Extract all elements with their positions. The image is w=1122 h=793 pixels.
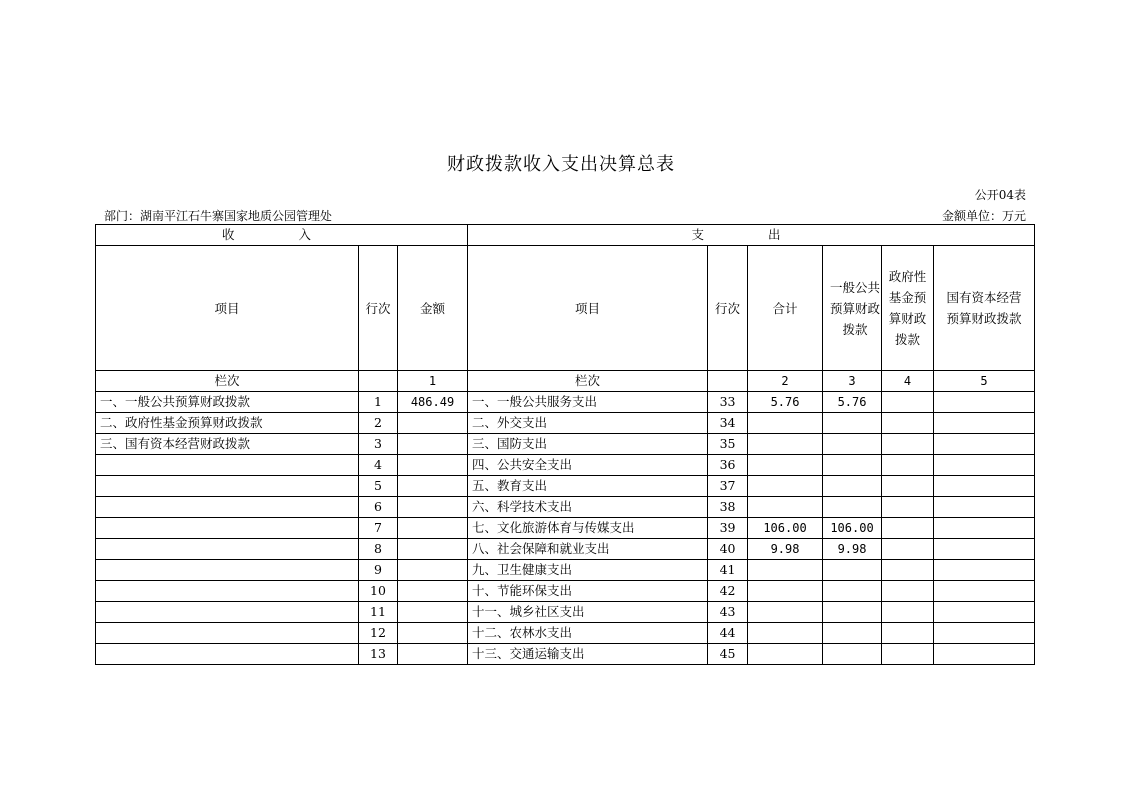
page-title: 财政拨款收入支出决算总表 bbox=[447, 154, 675, 175]
total-index: 2 bbox=[748, 371, 823, 392]
form-number: 公开04表 bbox=[974, 188, 1026, 202]
income-row-cell: 8 bbox=[359, 539, 398, 560]
gov-fund-cell bbox=[882, 434, 934, 455]
total-cell bbox=[748, 413, 823, 434]
table-row bbox=[96, 413, 1035, 434]
expense-row-cell: 37 bbox=[708, 476, 748, 497]
income-amount-cell bbox=[398, 644, 468, 665]
income-index-label: 栏次 bbox=[96, 371, 359, 392]
section-header-row bbox=[96, 225, 1035, 246]
general-cell bbox=[823, 497, 882, 518]
gov-fund-cell bbox=[882, 497, 934, 518]
income-item-cell: 三、国有资本经营财政拨款 bbox=[96, 434, 359, 455]
table-row bbox=[96, 434, 1035, 455]
income-item-cell bbox=[96, 497, 359, 518]
expense-item-cell: 五、教育支出 bbox=[468, 476, 708, 497]
income-amount-cell bbox=[398, 560, 468, 581]
income-amount-cell bbox=[398, 539, 468, 560]
income-item-header: 项目 bbox=[96, 246, 359, 371]
general-cell: 9.98 bbox=[823, 539, 882, 560]
income-amount-cell bbox=[398, 497, 468, 518]
income-item-cell bbox=[96, 602, 359, 623]
total-header: 合计 bbox=[748, 246, 823, 371]
income-item-cell bbox=[96, 455, 359, 476]
state-capital-cell bbox=[934, 602, 1035, 623]
income-row-cell: 6 bbox=[359, 497, 398, 518]
income-amount-cell bbox=[398, 434, 468, 455]
expense-row-header: 行次 bbox=[708, 246, 748, 371]
income-item-cell bbox=[96, 518, 359, 539]
state-capital-cell bbox=[934, 497, 1035, 518]
expense-item-cell: 十一、城乡社区支出 bbox=[468, 602, 708, 623]
state-capital-cell bbox=[934, 413, 1035, 434]
income-row-cell: 4 bbox=[359, 455, 398, 476]
general-index: 3 bbox=[823, 371, 882, 392]
department-label: 部门：湖南平江石牛寨国家地质公园管理处 bbox=[104, 209, 333, 223]
expense-item-header: 项目 bbox=[468, 246, 708, 371]
income-amount-index: 1 bbox=[398, 371, 468, 392]
income-amount-header: 金额 bbox=[398, 246, 468, 371]
table-row bbox=[96, 644, 1035, 665]
expense-row-cell: 39 bbox=[708, 518, 748, 539]
expense-row-cell: 33 bbox=[708, 392, 748, 413]
expense-item-cell: 十二、农林水支出 bbox=[468, 623, 708, 644]
unit-label: 金额单位：万元 bbox=[941, 209, 1026, 223]
general-cell bbox=[823, 644, 882, 665]
expense-item-cell: 六、科学技术支出 bbox=[468, 497, 708, 518]
total-cell bbox=[748, 497, 823, 518]
income-row-cell: 9 bbox=[359, 560, 398, 581]
state-capital-header: 国有资本经营预算财政拨款 bbox=[934, 246, 1035, 371]
gov-fund-cell bbox=[882, 560, 934, 581]
total-cell bbox=[748, 644, 823, 665]
income-item-cell bbox=[96, 539, 359, 560]
general-cell bbox=[823, 455, 882, 476]
income-row-cell: 7 bbox=[359, 518, 398, 539]
state-capital-cell bbox=[934, 560, 1035, 581]
general-cell: 106.00 bbox=[823, 518, 882, 539]
state-capital-cell bbox=[934, 392, 1035, 413]
gov-fund-cell bbox=[882, 602, 934, 623]
budget-table bbox=[95, 224, 1035, 665]
table-row bbox=[96, 392, 1035, 413]
expense-item-cell: 十三、交通运输支出 bbox=[468, 644, 708, 665]
income-row-cell: 1 bbox=[359, 392, 398, 413]
income-row-header: 行次 bbox=[359, 246, 398, 371]
general-cell bbox=[823, 413, 882, 434]
state-capital-cell bbox=[934, 455, 1035, 476]
gov-fund-index: 4 bbox=[882, 371, 934, 392]
gov-fund-cell bbox=[882, 539, 934, 560]
expense-row-cell: 43 bbox=[708, 602, 748, 623]
general-cell bbox=[823, 623, 882, 644]
expense-row-cell: 45 bbox=[708, 644, 748, 665]
state-capital-cell bbox=[934, 623, 1035, 644]
expense-row-cell: 42 bbox=[708, 581, 748, 602]
income-item-cell: 一、一般公共预算财政拨款 bbox=[96, 392, 359, 413]
income-amount-cell bbox=[398, 623, 468, 644]
column-index-row bbox=[96, 371, 1035, 392]
income-row-cell: 10 bbox=[359, 581, 398, 602]
total-cell: 9.98 bbox=[748, 539, 823, 560]
state-capital-cell bbox=[934, 476, 1035, 497]
income-amount-cell bbox=[398, 602, 468, 623]
income-section-header: 收 入 bbox=[96, 225, 468, 246]
total-cell: 106.00 bbox=[748, 518, 823, 539]
state-capital-cell bbox=[934, 644, 1035, 665]
expense-row-cell: 44 bbox=[708, 623, 748, 644]
expense-row-cell: 41 bbox=[708, 560, 748, 581]
table-row bbox=[96, 476, 1035, 497]
table-row bbox=[96, 497, 1035, 518]
table-row bbox=[96, 602, 1035, 623]
expense-row-cell: 35 bbox=[708, 434, 748, 455]
gov-fund-cell bbox=[882, 413, 934, 434]
gov-fund-cell bbox=[882, 644, 934, 665]
total-cell bbox=[748, 602, 823, 623]
expense-item-cell: 九、卫生健康支出 bbox=[468, 560, 708, 581]
total-cell bbox=[748, 623, 823, 644]
table-row bbox=[96, 455, 1035, 476]
income-item-cell bbox=[96, 644, 359, 665]
general-cell bbox=[823, 602, 882, 623]
income-item-cell bbox=[96, 476, 359, 497]
expense-item-cell: 七、文化旅游体育与传媒支出 bbox=[468, 518, 708, 539]
income-row-cell: 13 bbox=[359, 644, 398, 665]
income-amount-cell bbox=[398, 455, 468, 476]
gov-fund-cell bbox=[882, 518, 934, 539]
income-item-cell bbox=[96, 560, 359, 581]
expense-index-label: 栏次 bbox=[468, 371, 708, 392]
table-row bbox=[96, 560, 1035, 581]
expense-item-cell: 一、一般公共服务支出 bbox=[468, 392, 708, 413]
general-cell: 5.76 bbox=[823, 392, 882, 413]
expense-row-cell: 40 bbox=[708, 539, 748, 560]
general-budget-header: 一般公共预算财政拨款 bbox=[823, 246, 882, 371]
income-item-cell bbox=[96, 581, 359, 602]
expense-item-cell: 二、外交支出 bbox=[468, 413, 708, 434]
gov-fund-cell bbox=[882, 392, 934, 413]
total-cell bbox=[748, 560, 823, 581]
expense-item-cell: 三、国防支出 bbox=[468, 434, 708, 455]
table-row bbox=[96, 623, 1035, 644]
general-cell bbox=[823, 434, 882, 455]
general-cell bbox=[823, 581, 882, 602]
expense-row-cell: 34 bbox=[708, 413, 748, 434]
income-row-cell: 5 bbox=[359, 476, 398, 497]
state-capital-index: 5 bbox=[934, 371, 1035, 392]
income-amount-cell bbox=[398, 518, 468, 539]
gov-fund-cell bbox=[882, 623, 934, 644]
table-row bbox=[96, 539, 1035, 560]
income-row-cell: 12 bbox=[359, 623, 398, 644]
gov-fund-cell bbox=[882, 476, 934, 497]
income-row-cell: 2 bbox=[359, 413, 398, 434]
expense-item-cell: 十、节能环保支出 bbox=[468, 581, 708, 602]
expense-section-header: 支 出 bbox=[468, 225, 1035, 246]
state-capital-cell bbox=[934, 539, 1035, 560]
expense-row-cell: 38 bbox=[708, 497, 748, 518]
income-item-cell bbox=[96, 623, 359, 644]
gov-fund-cell bbox=[882, 581, 934, 602]
expense-item-cell: 四、公共安全支出 bbox=[468, 455, 708, 476]
gov-fund-header: 政府性基金预算财政拨款 bbox=[882, 246, 934, 371]
state-capital-cell bbox=[934, 581, 1035, 602]
general-cell bbox=[823, 560, 882, 581]
total-cell bbox=[748, 455, 823, 476]
total-cell bbox=[748, 434, 823, 455]
expense-row-cell: 36 bbox=[708, 455, 748, 476]
column-header-row bbox=[96, 246, 1035, 371]
state-capital-cell bbox=[934, 434, 1035, 455]
income-amount-cell bbox=[398, 413, 468, 434]
income-amount-cell: 486.49 bbox=[398, 392, 468, 413]
general-cell bbox=[823, 476, 882, 497]
table-row bbox=[96, 581, 1035, 602]
table-row bbox=[96, 518, 1035, 539]
total-cell: 5.76 bbox=[748, 392, 823, 413]
income-item-cell: 二、政府性基金预算财政拨款 bbox=[96, 413, 359, 434]
income-row-cell: 3 bbox=[359, 434, 398, 455]
gov-fund-cell bbox=[882, 455, 934, 476]
total-cell bbox=[748, 581, 823, 602]
expense-row-index bbox=[708, 371, 748, 392]
income-row-cell: 11 bbox=[359, 602, 398, 623]
state-capital-cell bbox=[934, 518, 1035, 539]
income-amount-cell bbox=[398, 476, 468, 497]
expense-item-cell: 八、社会保障和就业支出 bbox=[468, 539, 708, 560]
total-cell bbox=[748, 476, 823, 497]
income-amount-cell bbox=[398, 581, 468, 602]
income-row-index bbox=[359, 371, 398, 392]
